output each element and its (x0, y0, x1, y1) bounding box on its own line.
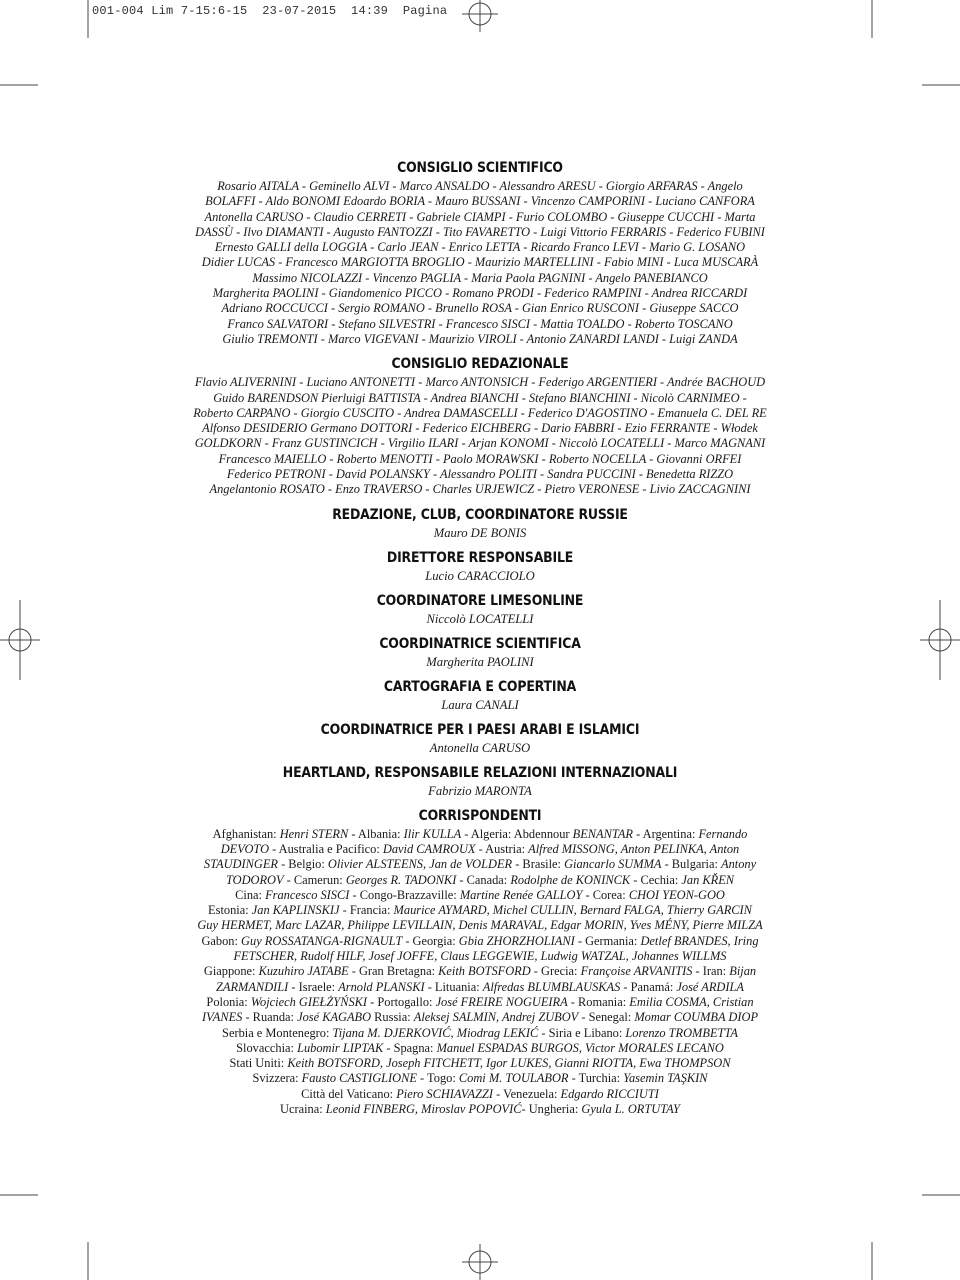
text-line: Francesco MAIELLO - Roberto MENOTTI - Paolo MORAWSKI - Roberto NOCELLA - Giovanni ORFEI (218, 451, 742, 466)
correspondent-names: Momar COUMBA DIOP (634, 1010, 759, 1025)
corrispondenti-line (130, 995, 830, 1010)
text-line: Adriano ROCCUCCI - Sergio ROMANO - Brunello ROSA - Gian Enrico RUSCONI - Giuseppe SACCO (221, 301, 739, 316)
heading-heartland: HEARTLAND, RESPONSABILE RELAZIONI INTERNAZIONALI (282, 764, 678, 781)
correspondent-names: Jan KŘEN (681, 872, 735, 887)
corrispondenti-line (130, 1071, 830, 1086)
registration-mark-right (920, 600, 960, 680)
role-name: Laura CANALI (441, 697, 519, 712)
corrispondenti-line (130, 1056, 830, 1071)
country-label: Giappone: (203, 964, 259, 979)
corrispondenti-line (130, 980, 830, 995)
country-label: - Venezuela: (493, 1086, 561, 1101)
correspondent-names: David CAMROUX (382, 841, 476, 856)
corrispondenti-line (130, 1041, 830, 1056)
country-label: Russia: (371, 1010, 414, 1025)
country-label: - Lituania: (424, 979, 483, 994)
country-label: - Gran Bretagna: (348, 964, 439, 979)
correspondent-names: ZARMANDILI (216, 979, 289, 994)
country-label: - Ungheria: (521, 1101, 582, 1116)
text-line: Rosario AITALA - Geminello ALVI - Marco ANSALDO - Alessandro ARESU - Giorgio ARFARAS - Angelo (217, 179, 743, 193)
country-label: - Corea: (582, 887, 629, 902)
country-label: Polonia: (206, 994, 251, 1009)
correspondent-names: Edgardo RICCIUTI (560, 1086, 659, 1101)
correspondent-names: Keith BOTSFORD (438, 964, 531, 979)
country-label: - Australia e Pacifico: (269, 841, 383, 856)
correspondent-names: FETSCHER, Rudolf HILF, Josef JOFFE, Claus LEGGEWIE, Ludwig WATZAL, Johannes WILLMS (233, 949, 727, 964)
country-label: - Algeria: Abdennour (461, 826, 573, 841)
correspondent-names: Gyula L. ORTUTAY (581, 1101, 680, 1116)
role-name: Mauro DE BONIS (433, 525, 527, 540)
country-label: - Austria: (475, 841, 529, 856)
country-label: Slovacchia: (236, 1040, 298, 1055)
heading-consiglio-redazionale: CONSIGLIO REDAZIONALE (391, 356, 569, 373)
country-label: Città del Vaticano: (301, 1086, 397, 1101)
text-line: Didier LUCAS - Francesco MARGIOTTA BROGLIO - Maurizio MARTELLINI - Fabio MINI - Luca MUSCARÀ (201, 255, 759, 270)
heading-coordinatrice-scientifica: COORDINATRICE SCIENTIFICA (379, 635, 581, 652)
country-label: - Turchia: (568, 1071, 624, 1086)
country-label: - Grecia: (530, 964, 581, 979)
country-label: Gabon: (201, 933, 242, 948)
country-label: - Cechia: (630, 872, 682, 887)
correspondent-names: Jan KAPLINSKIJ (251, 903, 340, 918)
text-line: Flavio ALIVERNINI - Luciano ANTONETTI - Marco ANTONSICH - Federigo ARGENTIERI - Andrée BACHOUD (194, 375, 766, 390)
text-line: Roberto CARPANO - Giorgio CUSCITO - Andrea DAMASCELLI - Federico D'AGOSTINO - Emanuela C. DEL RE (193, 405, 767, 420)
correspondent-names: José FREIRE NOGUEIRA (435, 994, 568, 1009)
role-name: Lucio CARACCIOLO (425, 568, 535, 583)
country-label: Afghanistan: (212, 826, 280, 841)
correspondent-names: DEVOTO (220, 841, 270, 856)
correspondent-names: Aleksej SALMIN, Andrej ZUBOV (413, 1010, 579, 1025)
heading-redazione: REDAZIONE, CLUB, COORDINATORE RUSSIE (332, 506, 628, 523)
text-line: DASSÙ - Ilvo DIAMANTI - Augusto FANTOZZI - Tito FAVARETTO - Luigi Vittorio FERRARIS - Federico FUBINI (195, 224, 765, 239)
text-line: Ernesto GALLI della LOGGIA - Carlo JEAN - Enrico LETTA - Ricardo Franco LEVI - Mario G. LOSANO (214, 240, 746, 255)
country-label: - Portogallo: (367, 994, 436, 1009)
corrispondenti-line (130, 827, 830, 842)
correspondent-names: Georges R. TADONKI (345, 872, 457, 887)
correspondent-names: Alfred MISSONG, Anton PELINKA, Anton (528, 841, 740, 856)
heading-direttore: DIRETTORE RESPONSABILE (386, 549, 574, 566)
correspondent-names: Françoise ARVANITIS (580, 964, 693, 979)
corrispondenti-line (130, 934, 830, 949)
text-line: Giulio TREMONTI - Marco VIGEVANI - Maurizio VIROLI - Antonio ZANARDI LANDI - Luigi ZANDA (222, 331, 738, 346)
correspondent-names: Lorenzo TROMBETTA (625, 1025, 738, 1040)
correspondent-names: Detlef BRANDES, Iring (640, 933, 759, 948)
correspondent-names: Kuzuhiro JATABE (258, 964, 349, 979)
print-slug: 001-004 Lim 7-15:6-15 23-07-2015 14:39 Pagina (92, 4, 448, 18)
correspondent-names: Gbia ZHORZHOLIANI (458, 933, 575, 948)
text-line: GOLDKORN - Franz GUSTINCICH - Virgilio ILARI - Arjan KONOMI - Niccolò LOCATELLI - Marco MAGNANI (194, 436, 766, 451)
text-line: Margherita PAOLINI - Giandomenico PICCO - Romano PRODI - Federico RAMPINI - Andrea RICCARDI (212, 286, 748, 301)
correspondent-names: STAUDINGER (203, 857, 278, 872)
country-label: Serbia e Montenegro: (222, 1025, 333, 1040)
correspondent-names: Leonid FINBERG, Miroslav POPOVIĆ (325, 1101, 522, 1116)
role-name: Antonella CARUSO (429, 740, 531, 755)
heading-consiglio-scientifico: CONSIGLIO SCIENTIFICO (397, 160, 563, 176)
country-label: - Panamá: (620, 979, 677, 994)
country-label: - Camerun: (283, 872, 346, 887)
role-name: Niccolò LOCATELLI (426, 611, 534, 626)
role-name: Fabrizio MARONTA (428, 783, 532, 798)
role-name: Margherita PAOLINI (426, 654, 534, 669)
correspondent-names: Tijana M. DJERKOVIĆ, Miodrag LEKIĆ (332, 1025, 539, 1040)
corrispondenti-line (130, 903, 830, 918)
registration-mark-top (462, 0, 498, 32)
correspondent-names: Martine Renée GALLOY (459, 887, 583, 902)
text-line: Guido BARENDSON Pierluigi BATTISTA - Andrea BIANCHI - Stefano BIANCHINI - Nicolò CARNIMEO - (213, 390, 747, 405)
country-label: - Israele: (288, 979, 339, 994)
correspondent-names: Wojciech GIEŁŻYŃSKI (250, 994, 368, 1009)
country-label: - Francia: (339, 903, 394, 918)
heading-corrispondenti: CORRISPONDENTI (418, 807, 542, 824)
country-label: Stati Uniti: (229, 1056, 288, 1071)
correspondent-names: Yasemin TAŞKIN (623, 1071, 708, 1086)
country-label: - Georgia: (402, 933, 459, 948)
correspondent-names: Piero SCHIAVAZZI (396, 1086, 493, 1101)
corrispondenti-line (130, 918, 830, 933)
corrispondenti-line (130, 1026, 830, 1041)
country-label: - Senegal: (578, 1010, 635, 1025)
correspondent-names: Henri STERN (279, 826, 349, 841)
correspondent-names: Comi M. TOULABOR (458, 1071, 569, 1086)
text-line: Massimo NICOLAZZI - Vincenzo PAGLIA - Maria Paola PAGNINI - Angelo PANEBIANCO (252, 270, 708, 285)
registration-mark-bottom (462, 1244, 498, 1280)
heading-limesonline: COORDINATORE LIMESONLINE (376, 592, 584, 609)
correspondent-names: CHOI YEON-GOO (628, 887, 725, 902)
correspondent-names: Guy HERMET, Marc LAZAR, Philippe LEVILLAIN, Denis MARAVAL, Edgar MORIN, Yves MÉNY, Pierre MILZA (197, 918, 763, 933)
correspondent-names: BENANTAR (572, 826, 633, 841)
correspondent-names: Alfredas BLUMBLAUSKAS (482, 979, 621, 994)
registration-mark-left (0, 600, 40, 680)
correspondent-names: Francesco SISCI (265, 887, 350, 902)
country-label: - Iran: (692, 964, 730, 979)
country-label: - Canada: (456, 872, 511, 887)
correspondent-names: Fausto CASTIGLIONE (301, 1071, 417, 1086)
corrispondenti-line (130, 964, 830, 979)
country-label: Ucraina: (280, 1101, 326, 1116)
heading-cartografia: CARTOGRAFIA E COPERTINA (383, 678, 577, 695)
correspondent-names: Fernando (698, 826, 748, 841)
text-line: Federico PETRONI - David POLANSKY - Alessandro POLITI - Sandra PUCCINI - Benedetta RIZZO (226, 467, 734, 482)
text-line: Angelantonio ROSATO - Enzo TRAVERSO - Charles URJEWICZ - Pietro VERONESE - Livio ZACCAGNINI (209, 482, 751, 497)
country-label: - Romania: (567, 994, 630, 1009)
correspondent-names: José ARDILA (676, 979, 744, 994)
masthead (130, 157, 830, 1117)
corrispondenti-line (130, 873, 830, 888)
corrispondenti-line (130, 1102, 830, 1117)
corrispondenti-line (130, 949, 830, 964)
corrispondenti-line (130, 1087, 830, 1102)
text-line: Franco SALVATORI - Stefano SILVESTRI - Francesco SISCI - Mattia TOALDO - Roberto TOSCANO (227, 316, 733, 331)
country-label: - Spagna: (383, 1040, 437, 1055)
text-line: Antonella CARUSO - Claudio CERRETI - Gabriele CIAMPI - Furio COLOMBO - Giuseppe CUCCHI - Marta (204, 209, 756, 224)
country-label: - Brasile: (512, 857, 565, 872)
country-label: Svizzera: (252, 1071, 302, 1086)
correspondent-names: Bijan (729, 964, 757, 979)
correspondent-names: Keith BOTSFORD, Joseph FITCHETT, Igor LUKES, Gianni RIOTTA, Ewa THOMPSON (287, 1056, 731, 1071)
correspondent-names: Manuel ESPADAS BURGOS, Victor MORALES LECANO (436, 1040, 724, 1055)
country-label: Estonia: (208, 903, 252, 918)
consiglio-redazionale-list (130, 375, 830, 497)
correspondent-names: Antony (721, 857, 757, 872)
correspondent-names: Emilia COSMA, Cristian (629, 994, 754, 1009)
corrispondenti-line (130, 842, 830, 857)
corrispondenti-line (130, 857, 830, 872)
country-label: - Argentina: (632, 826, 699, 841)
country-label: - Germania: (574, 933, 641, 948)
correspondent-names: TODOROV (225, 872, 284, 887)
country-label: - Albania: (348, 826, 404, 841)
correspondent-names: Lubomir LIPTAK (297, 1040, 384, 1055)
correspondent-names: Olivier ALSTEENS, Jan de VOLDER (327, 857, 513, 872)
correspondent-names: IVANES (201, 1010, 243, 1025)
consiglio-scientifico-list (130, 179, 830, 347)
text-line: Alfonso DESIDERIO Germano DOTTORI - Federico EICHBERG - Dario FABBRI - Ezio FERRANTE - Włodek (202, 421, 758, 436)
correspondent-names: Ilir KULLA (403, 826, 462, 841)
country-label: - Togo: (416, 1071, 459, 1086)
corrispondenti-line (130, 888, 830, 903)
country-label: - Belgio: (277, 857, 328, 872)
correspondent-names: Guy ROSSATANGA-RIGNAULT (241, 933, 403, 948)
country-label: - Congo-Brazzaville: (349, 887, 460, 902)
country-label: - Ruanda: (242, 1010, 298, 1025)
correspondent-names: José KAGABO (297, 1010, 372, 1025)
heading-paesi-arabi: COORDINATRICE PER I PAESI ARABI E ISLAMICI (320, 721, 640, 738)
correspondent-names: Rodolphe de KONINCK (510, 872, 631, 887)
correspondent-names: Giancarlo SUMMA (564, 857, 662, 872)
correspondent-names: Arnold PLANSKI (338, 979, 425, 994)
correspondent-names: Maurice AYMARD, Michel CULLIN, Bernard FALGA, Thierry GARCIN (393, 903, 752, 918)
country-label: - Bulgaria: (661, 857, 721, 872)
text-line: BOLAFFI - Aldo BONOMI Edoardo BORIA - Mauro BUSSANI - Vincenzo CAMPORINI - Luciano CANFORA (205, 194, 755, 209)
country-label: Cina: (235, 887, 266, 902)
country-label: - Siria e Libano: (538, 1025, 626, 1040)
corrispondenti-line (130, 1010, 830, 1025)
corrispondenti-list (130, 827, 830, 1118)
